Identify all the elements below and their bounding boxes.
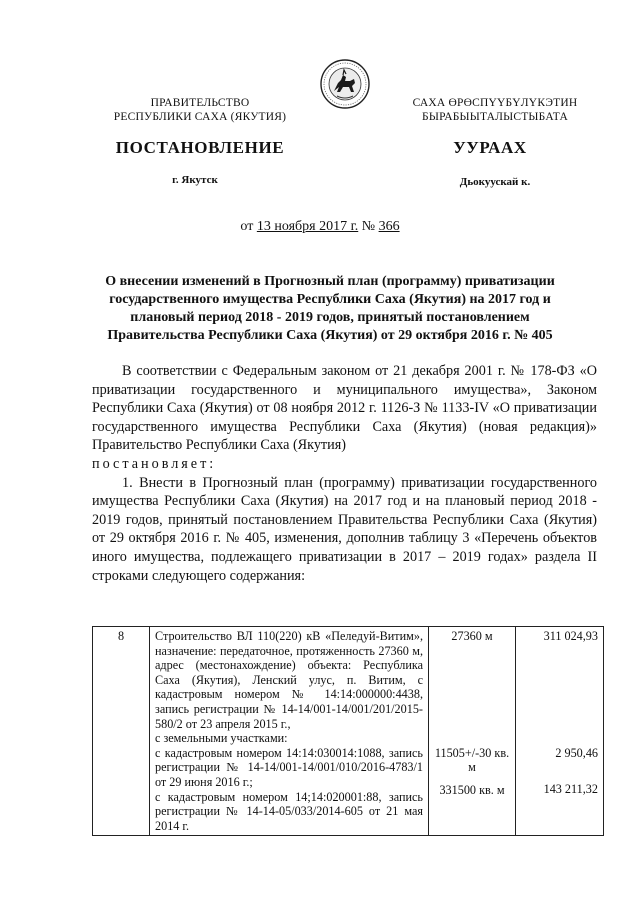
land-plot-2-price: 143 211,32 [543,782,598,797]
table-row [93,627,604,836]
number-label: № [361,219,376,234]
header-right [380,96,610,124]
main-object-extent: 27360 м [451,629,493,643]
land-plots-header: с земельными участками: [155,731,288,746]
resolves-word: постановляет: [92,455,217,472]
land-plot-2-area: 331500 кв. м [439,782,505,797]
land-plot-1-area: 11505+/-30 кв. м [434,745,510,775]
document-number: 366 [378,219,400,234]
clause-1-paragraph: 1. Внести в Прогнозный план (программу) приватизации государственного имущества Республики Саха (Якутия) на 2017 год и на плановый период 2018 - 2019 годов, принятый постановлением Правительства Республики Саха (Якутия) от 29 октября 2016 г. № 405, изменения, дополнив таблицу 3 «Перечень объектов иного имущества, подлежащего приватизации в 2017 – 2019 годах» раздела II строками следующего содержания: [92,474,597,584]
document-date: 13 ноября 2017 г. [256,219,359,234]
row-number-cell [93,627,150,836]
city-sakha: Дьокуускай к. [459,176,531,188]
republic-label: РЕСПУБЛИКИ САХА (ЯКУТИЯ) [113,111,287,123]
document-title [70,273,590,345]
land-plot-1-price: 2 950,46 [555,745,598,760]
main-object-price: 311 024,93 [543,629,598,643]
doc-type-sakha: УУРААХ [453,138,527,157]
title-line: государственного имущества Республики Саха (Якутия) на 2017 год и [109,292,551,307]
land-plot-1-description: с кадастровым номером 14:14:030014:1088, запись регистрации № 14-14/001-14/001/010/2016-4783/1 от 29 июня 2016 г.; [155,745,423,789]
sakha-government-label: БЫРАБЫЫТАЛЫСТЫБАТА [422,111,568,123]
preamble-paragraph: В соответствии с Федеральным законом от 21 декабря 2001 г. № 178-ФЗ «О приватизации государственного и муниципального имущества», Законом Республики Саха (Якутия) от 08 ноября 2012 г. 1126-З № 1133-IV «О приватизации государственного имущества Республики Саха (Якутия) (новая редакция)» Правительство Республики Саха (Якутия) [92,363,597,454]
city-russian: г. Якутск [172,174,218,186]
title-line: О внесении изменений в Прогнозный план (программу) приватизации [105,274,555,289]
price-cell [516,627,604,836]
land-plot-2-description: с кадастровым номером 14;14:020001:88, запись регистрации № 14-14-05/033/2014-605 от 21 мая 2014 г. [155,789,423,833]
description-cell [150,627,429,836]
row-number: 8 [117,629,125,643]
sakha-republic-label: САХА ӨРӨСПҮҮБҮЛҮКЭТИН [412,97,578,109]
date-prefix: от [240,219,254,234]
coat-of-arms-emblem [319,58,371,110]
government-label: ПРАВИТЕЛЬСТВО [150,97,250,109]
document-body [92,362,597,585]
privatization-items-table [92,626,604,836]
title-line: Правительства Республики Саха (Якутия) от 29 октября 2016 г. № 405 [107,328,553,343]
main-object-description: Строительство ВЛ 110(220) кВ «Пеледуй-Витим», назначение: передаточное, протяженность 27360 м, адрес (местонахождение) объекта: Республика Саха (Якутия), Ленский улус, п. Витим, с кадастровым номером № 14:14:000000:4438, запись регистрации № 14-14/001-14/001/201/2015-580/2 от 23 апреля 2015 г., [155,629,423,731]
title-line: плановый период 2018 - 2019 годов, принятый постановлением [130,310,530,325]
header-left [90,96,310,124]
extent-cell [429,627,516,836]
doc-type-russian: ПОСТАНОВЛЕНИЕ [115,138,285,157]
date-line [150,219,490,235]
